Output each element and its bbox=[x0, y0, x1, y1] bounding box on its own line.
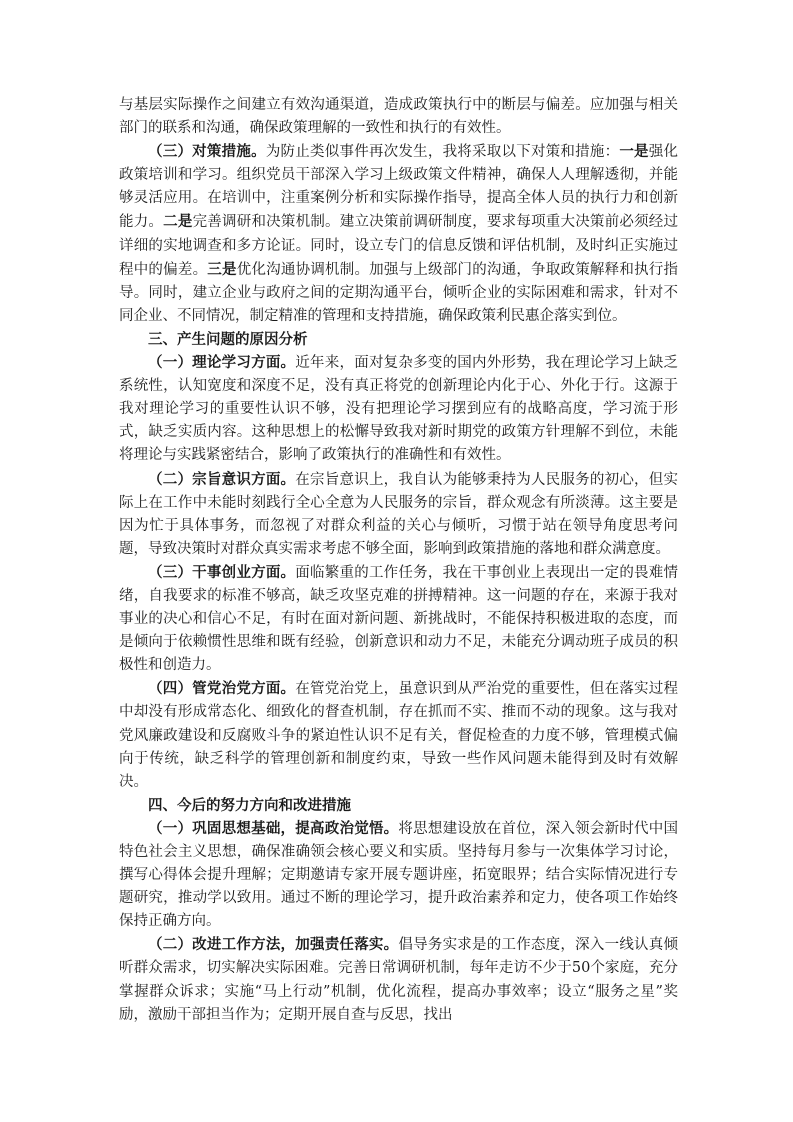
entrepreneurship-lead: （三）干事创业方面。 bbox=[148, 563, 296, 581]
entrepreneurship-body: 面临繁重的工作任务，我在干事创业上表现出一定的畏难情绪，自我要求的标准不够高，缺乏攻坚克难的拼搏精神。这一问题的存在，来源于我对事业的决心和信心不足，有时在面对新问题、新挑战时，不能保持积极进取的态度，而是倾向于依赖惯性思维和既有经验，创新意识和动力不足，未能充分调动班子成员的积极性和创造力。 bbox=[119, 564, 679, 674]
item-two-text: 完善调研和决策机制。建立决策前调研制度，要求每项重大决策前必须经过详细的实地调查和多方论证。同时，设立专门的信息反馈和评估机制，及时纠正实施过程中的偏差。 bbox=[119, 214, 679, 278]
work-methods-body: 倡导务实求是的工作态度，深入一线认真倾听群众需求，切实解决实际困难。完善日常调研机制，每年走访不少于50个家庭，充分掌握群众诉求；实施“马上行动”机制，优化流程，提高办事效率；设立“服务之星”奖励，激励干部担当作为；定期开展自查与反思，找出 bbox=[119, 937, 679, 1023]
theory-body: 近年来，面对复杂多变的国内外形势，我在理论学习上缺乏系统性，认知宽度和深度不足，没有真正将党的创新理论内化于心、外化于行。这源于我对理论学习的重要性认识不够，没有把理论学习摆到应有的战略高度，学习流于形式，缺乏实质内容。这种思想上的松懈导致我对新时期党的政策方针理解不到位，未能将理论与实践紧密结合，影响了政策执行的准确性和有效性。 bbox=[119, 355, 679, 464]
document-page bbox=[119, 94, 678, 1027]
paragraph-theory bbox=[119, 351, 678, 467]
ideology-body: 将思想建设放在首位，深入领会新时代中国特色社会主义思想，确保准确领会核心要义和实质。坚持每月参与一次集体学习讨论，撰写心得体会提升理解；定期邀请专家开展专题讲座，拓宽眼界；结合实际情况进行专题研究，推动学以致用。通过不断的理论学习，提升政治素养和定力，使各项工作始终保持正确方向。 bbox=[119, 820, 679, 930]
paragraph-continuation: 与基层实际操作之间建立有效沟通渠道，造成政策执行中的断层与偏差。应加强与相关部门的联系和沟通，确保政策理解的一致性和执行的有效性。 bbox=[119, 97, 678, 137]
theory-lead: （一）理论学习方面。 bbox=[148, 354, 296, 372]
paragraph-party-governance bbox=[119, 677, 678, 793]
party-governance-body: 在管党治党上，虽意识到从严治党的重要性，但在落实过程中却没有形成常态化、细致化的督查机制，存在抓而不实、推而不动的现象。这与我对党风廉政建设和反腐败斗争的紧迫性认识不足有关，督促检查的力度不够，管理模式偏向于传统，缺乏科学的管理创新和制度约束，导致一些作风问题未能得到及时有效解决。 bbox=[119, 681, 679, 790]
countermeasures-intro: 为防止类似事件再次发生，我将采取以下对策和措施： bbox=[265, 144, 620, 161]
item-two-marker: 二是 bbox=[163, 213, 193, 231]
ideology-lead: （一）巩固思想基础，提高政治觉悟。 bbox=[148, 819, 399, 837]
purpose-body: 在宗旨意识上，我自认为能够秉持为人民服务的初心，但实际上在工作中未能时刻践行全心全意为人民服务的宗旨，群众观念有所淡薄。这主要是因为忙于具体事务，而忽视了对群众利益的关心与倾听，习惯于站在领导角度思考问题，导致决策时对群众真实需求考虑不够全面，影响到政策措施的落地和群众满意度。 bbox=[119, 471, 679, 557]
section-heading-causes: 三、产生问题的原因分析 bbox=[148, 330, 308, 348]
paragraph-work-methods bbox=[119, 933, 678, 1026]
countermeasures-lead: （三）对策措施。 bbox=[148, 143, 266, 161]
item-three-text: 优化沟通协调机制。加强与上级部门的沟通，争取政策解释和执行指导。同时，建立企业与政府之间的定期沟通平台，倾听企业的实际困难和需求，针对不同企业、不同情况，制定精准的管理和支持措施，确保政策利民惠企落实到位。 bbox=[119, 261, 679, 324]
purpose-lead: （二）宗旨意识方面。 bbox=[148, 470, 296, 488]
work-methods-lead: （二）改进工作方法，加强责任落实。 bbox=[148, 936, 399, 954]
item-three-marker: 三是 bbox=[207, 260, 237, 278]
paragraph-countermeasures bbox=[119, 140, 678, 328]
paragraph-ideology bbox=[119, 817, 678, 933]
party-governance-lead: （四）管党治党方面。 bbox=[148, 680, 296, 698]
paragraph-entrepreneurship bbox=[119, 561, 678, 677]
item-one-text: 强化政策培训和学习。组织党员干部深入学习上级政策文件精神，确保人人理解透彻，并能够灵活应用。在培训中，注重案例分析和实际操作指导，提高全体人员的执行力和创新能力。 bbox=[119, 144, 679, 231]
section-heading-improvements: 四、今后的努力方向和改进措施 bbox=[148, 796, 351, 814]
item-one-marker: 一是 bbox=[619, 143, 649, 161]
paragraph-purpose bbox=[119, 468, 678, 561]
